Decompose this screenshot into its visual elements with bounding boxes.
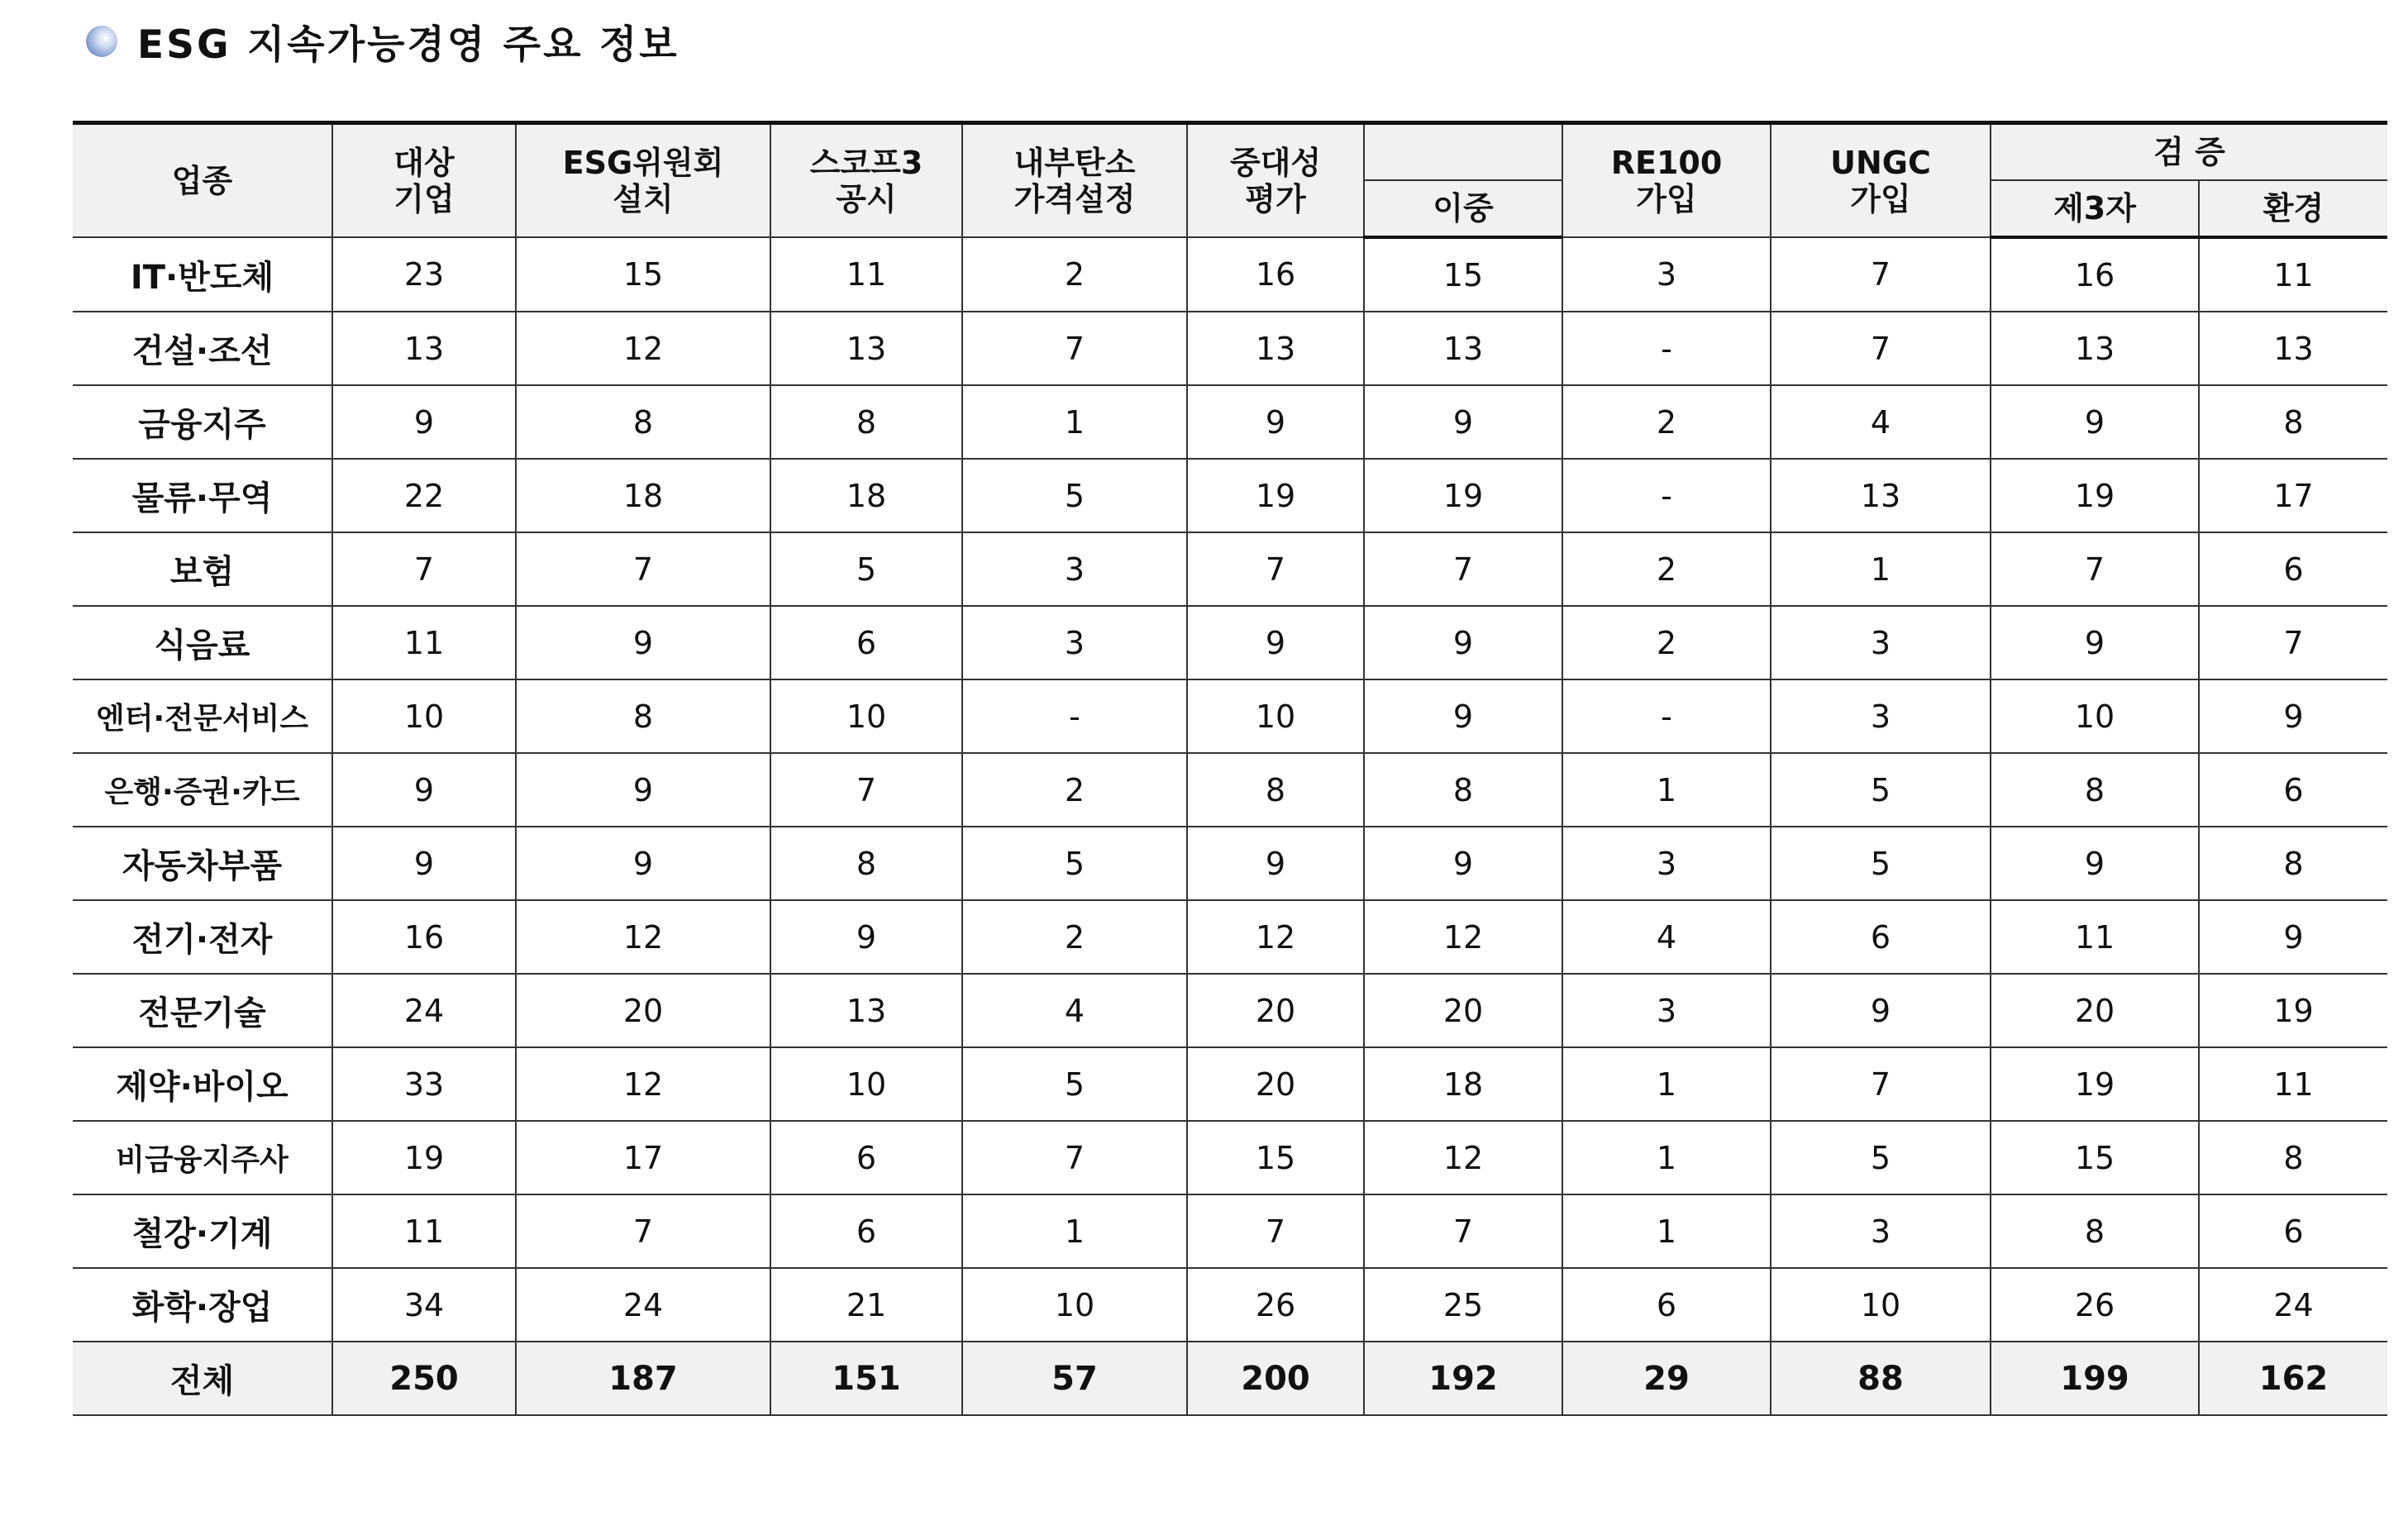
materiality-cell: 9 [1187, 827, 1364, 900]
target-cell: 9 [332, 385, 516, 459]
materiality-cell: 9 [1187, 385, 1364, 459]
total-third-party: 199 [1991, 1342, 2199, 1415]
page-title: ESG 지속가능경영 주요 정보 [137, 21, 679, 68]
title-bar [86, 8, 679, 74]
re100-cell: 1 [1562, 1194, 1771, 1268]
scope3-cell: 5 [770, 532, 962, 606]
scope3-cell: 13 [770, 312, 962, 385]
carbon-price-cell: 1 [962, 385, 1187, 459]
esg-committee-cell: 15 [516, 237, 770, 312]
esg-committee-cell: 9 [516, 606, 770, 679]
industry-cell: 물류·무역 [73, 459, 332, 532]
ungc-cell: 10 [1771, 1268, 1991, 1342]
header-re100: RE100 가입 [1562, 123, 1771, 238]
header-ungc: UNGC 가입 [1771, 123, 1991, 238]
esg-committee-cell: 12 [516, 1047, 770, 1121]
environment-cell: 6 [2199, 1194, 2387, 1268]
third-party-cell: 9 [1991, 827, 2199, 900]
environment-cell: 19 [2199, 974, 2387, 1047]
table-row [73, 312, 2387, 385]
re100-cell: 6 [1562, 1268, 1771, 1342]
materiality-cell: 15 [1187, 1121, 1364, 1194]
carbon-price-cell: - [962, 679, 1187, 753]
carbon-price-cell: 7 [962, 1121, 1187, 1194]
materiality-cell: 16 [1187, 237, 1364, 312]
target-cell: 19 [332, 1121, 516, 1194]
scope3-cell: 8 [770, 385, 962, 459]
double-cell: 19 [1364, 459, 1562, 532]
materiality-cell: 7 [1187, 532, 1364, 606]
ungc-cell: 5 [1771, 1121, 1991, 1194]
table-row [73, 974, 2387, 1047]
scope3-cell: 8 [770, 827, 962, 900]
environment-cell: 17 [2199, 459, 2387, 532]
scope3-cell: 10 [770, 679, 962, 753]
target-cell: 9 [332, 827, 516, 900]
total-esg-committee: 187 [516, 1342, 770, 1415]
table-row [73, 900, 2387, 974]
esg-committee-cell: 7 [516, 532, 770, 606]
environment-cell: 11 [2199, 237, 2387, 312]
header-materiality: 중대성 평가 [1187, 123, 1364, 238]
double-cell: 18 [1364, 1047, 1562, 1121]
table-body [73, 237, 2387, 1342]
target-cell: 22 [332, 459, 516, 532]
total-double: 192 [1364, 1342, 1562, 1415]
table-row [73, 753, 2387, 827]
target-cell: 33 [332, 1047, 516, 1121]
environment-cell: 6 [2199, 532, 2387, 606]
bullet-icon [86, 26, 117, 57]
industry-cell: 전문기술 [73, 974, 332, 1047]
environment-cell: 7 [2199, 606, 2387, 679]
third-party-cell: 20 [1991, 974, 2199, 1047]
ungc-cell: 7 [1771, 1047, 1991, 1121]
environment-cell: 8 [2199, 385, 2387, 459]
ungc-cell: 5 [1771, 827, 1991, 900]
ungc-cell: 5 [1771, 753, 1991, 827]
materiality-cell: 7 [1187, 1194, 1364, 1268]
header-verification: 검 증 [1991, 123, 2387, 181]
industry-cell: IT·반도체 [73, 237, 332, 312]
double-cell: 9 [1364, 827, 1562, 900]
carbon-price-cell: 4 [962, 974, 1187, 1047]
environment-cell: 24 [2199, 1268, 2387, 1342]
re100-cell: 3 [1562, 974, 1771, 1047]
ungc-cell: 13 [1771, 459, 1991, 532]
table-row [73, 1047, 2387, 1121]
total-re100: 29 [1562, 1342, 1771, 1415]
double-cell: 9 [1364, 679, 1562, 753]
materiality-cell: 20 [1187, 974, 1364, 1047]
table-row [73, 679, 2387, 753]
table-row [73, 385, 2387, 459]
esg-committee-cell: 18 [516, 459, 770, 532]
scope3-cell: 10 [770, 1047, 962, 1121]
table-row [73, 459, 2387, 532]
third-party-cell: 15 [1991, 1121, 2199, 1194]
materiality-cell: 9 [1187, 606, 1364, 679]
materiality-cell: 12 [1187, 900, 1364, 974]
re100-cell: - [1562, 312, 1771, 385]
esg-committee-cell: 8 [516, 679, 770, 753]
carbon-price-cell: 5 [962, 459, 1187, 532]
third-party-cell: 9 [1991, 385, 2199, 459]
re100-cell: 2 [1562, 532, 1771, 606]
third-party-cell: 19 [1991, 459, 2199, 532]
double-cell: 13 [1364, 312, 1562, 385]
materiality-cell: 20 [1187, 1047, 1364, 1121]
table-row [73, 237, 2387, 312]
total-materiality: 200 [1187, 1342, 1364, 1415]
third-party-cell: 13 [1991, 312, 2199, 385]
ungc-cell: 3 [1771, 1194, 1991, 1268]
environment-cell: 11 [2199, 1047, 2387, 1121]
scope3-cell: 18 [770, 459, 962, 532]
ungc-cell: 9 [1771, 974, 1991, 1047]
carbon-price-cell: 1 [962, 1194, 1187, 1268]
carbon-price-cell: 2 [962, 900, 1187, 974]
total-row [73, 1342, 2387, 1415]
environment-cell: 6 [2199, 753, 2387, 827]
ungc-cell: 6 [1771, 900, 1991, 974]
header-scope3: 스코프3 공시 [770, 123, 962, 238]
esg-committee-cell: 24 [516, 1268, 770, 1342]
carbon-price-cell: 3 [962, 606, 1187, 679]
environment-cell: 13 [2199, 312, 2387, 385]
carbon-price-cell: 2 [962, 237, 1187, 312]
industry-cell: 식음료 [73, 606, 332, 679]
double-cell: 9 [1364, 385, 1562, 459]
re100-cell: 1 [1562, 1047, 1771, 1121]
ungc-cell: 7 [1771, 312, 1991, 385]
target-cell: 23 [332, 237, 516, 312]
total-target: 250 [332, 1342, 516, 1415]
ungc-cell: 1 [1771, 532, 1991, 606]
double-cell: 7 [1364, 532, 1562, 606]
environment-cell: 8 [2199, 827, 2387, 900]
header-internal-carbon-price: 내부탄소 가격설정 [962, 123, 1187, 238]
table-row [73, 1121, 2387, 1194]
carbon-price-cell: 5 [962, 1047, 1187, 1121]
third-party-cell: 19 [1991, 1047, 2199, 1121]
scope3-cell: 11 [770, 237, 962, 312]
third-party-cell: 26 [1991, 1268, 2199, 1342]
industry-cell: 화학·장업 [73, 1268, 332, 1342]
target-cell: 10 [332, 679, 516, 753]
esg-summary-table [73, 121, 2387, 1416]
header-double-materiality: 이중 [1364, 180, 1562, 237]
re100-cell: 2 [1562, 385, 1771, 459]
industry-cell: 자동차부품 [73, 827, 332, 900]
double-cell: 9 [1364, 606, 1562, 679]
target-cell: 9 [332, 753, 516, 827]
double-cell: 12 [1364, 1121, 1562, 1194]
industry-cell: 건설·조선 [73, 312, 332, 385]
total-label: 전체 [73, 1342, 332, 1415]
header-esg-committee: ESG위원회 설치 [516, 123, 770, 238]
ungc-cell: 4 [1771, 385, 1991, 459]
re100-cell: - [1562, 459, 1771, 532]
industry-cell: 철강·기계 [73, 1194, 332, 1268]
re100-cell: 2 [1562, 606, 1771, 679]
scope3-cell: 7 [770, 753, 962, 827]
esg-committee-cell: 8 [516, 385, 770, 459]
header-double-blank [1364, 123, 1562, 181]
ungc-cell: 3 [1771, 679, 1991, 753]
scope3-cell: 21 [770, 1268, 962, 1342]
third-party-cell: 11 [1991, 900, 2199, 974]
re100-cell: - [1562, 679, 1771, 753]
materiality-cell: 19 [1187, 459, 1364, 532]
environment-cell: 9 [2199, 900, 2387, 974]
third-party-cell: 10 [1991, 679, 2199, 753]
third-party-cell: 9 [1991, 606, 2199, 679]
total-carbon-price: 57 [962, 1342, 1187, 1415]
scope3-cell: 6 [770, 606, 962, 679]
header-environment: 환경 [2199, 180, 2387, 237]
header-third-party: 제3자 [1991, 180, 2199, 237]
third-party-cell: 8 [1991, 1194, 2199, 1268]
carbon-price-cell: 10 [962, 1268, 1187, 1342]
esg-committee-cell: 12 [516, 312, 770, 385]
esg-committee-cell: 20 [516, 974, 770, 1047]
target-cell: 34 [332, 1268, 516, 1342]
industry-cell: 보험 [73, 532, 332, 606]
third-party-cell: 16 [1991, 237, 2199, 312]
table-row [73, 827, 2387, 900]
re100-cell: 1 [1562, 753, 1771, 827]
double-cell: 15 [1364, 237, 1562, 312]
third-party-cell: 8 [1991, 753, 2199, 827]
total-environment: 162 [2199, 1342, 2387, 1415]
double-cell: 12 [1364, 900, 1562, 974]
table-row [73, 606, 2387, 679]
industry-cell: 비금융지주사 [73, 1121, 332, 1194]
header-industry: 업종 [73, 123, 332, 238]
esg-committee-cell: 17 [516, 1121, 770, 1194]
table-row [73, 1268, 2387, 1342]
materiality-cell: 26 [1187, 1268, 1364, 1342]
total-scope3: 151 [770, 1342, 962, 1415]
esg-committee-cell: 9 [516, 753, 770, 827]
materiality-cell: 8 [1187, 753, 1364, 827]
table-header [73, 123, 2387, 238]
header-target-companies: 대상 기업 [332, 123, 516, 238]
double-cell: 7 [1364, 1194, 1562, 1268]
third-party-cell: 7 [1991, 532, 2199, 606]
re100-cell: 3 [1562, 237, 1771, 312]
industry-cell: 제약·바이오 [73, 1047, 332, 1121]
table-row [73, 1194, 2387, 1268]
target-cell: 11 [332, 606, 516, 679]
esg-committee-cell: 9 [516, 827, 770, 900]
industry-cell: 전기·전자 [73, 900, 332, 974]
table-row [73, 532, 2387, 606]
scope3-cell: 6 [770, 1194, 962, 1268]
target-cell: 7 [332, 532, 516, 606]
ungc-cell: 7 [1771, 237, 1991, 312]
industry-cell: 엔터·전문서비스 [73, 679, 332, 753]
esg-committee-cell: 12 [516, 900, 770, 974]
esg-committee-cell: 7 [516, 1194, 770, 1268]
double-cell: 25 [1364, 1268, 1562, 1342]
target-cell: 24 [332, 974, 516, 1047]
industry-cell: 금융지주 [73, 385, 332, 459]
carbon-price-cell: 2 [962, 753, 1187, 827]
carbon-price-cell: 7 [962, 312, 1187, 385]
ungc-cell: 3 [1771, 606, 1991, 679]
re100-cell: 3 [1562, 827, 1771, 900]
re100-cell: 4 [1562, 900, 1771, 974]
target-cell: 13 [332, 312, 516, 385]
materiality-cell: 10 [1187, 679, 1364, 753]
carbon-price-cell: 5 [962, 827, 1187, 900]
environment-cell: 9 [2199, 679, 2387, 753]
materiality-cell: 13 [1187, 312, 1364, 385]
target-cell: 16 [332, 900, 516, 974]
scope3-cell: 6 [770, 1121, 962, 1194]
carbon-price-cell: 3 [962, 532, 1187, 606]
re100-cell: 1 [1562, 1121, 1771, 1194]
double-cell: 8 [1364, 753, 1562, 827]
total-ungc: 88 [1771, 1342, 1991, 1415]
table-footer [73, 1342, 2387, 1415]
scope3-cell: 13 [770, 974, 962, 1047]
target-cell: 11 [332, 1194, 516, 1268]
industry-cell: 은행·증권·카드 [73, 753, 332, 827]
double-cell: 20 [1364, 974, 1562, 1047]
scope3-cell: 9 [770, 900, 962, 974]
environment-cell: 8 [2199, 1121, 2387, 1194]
